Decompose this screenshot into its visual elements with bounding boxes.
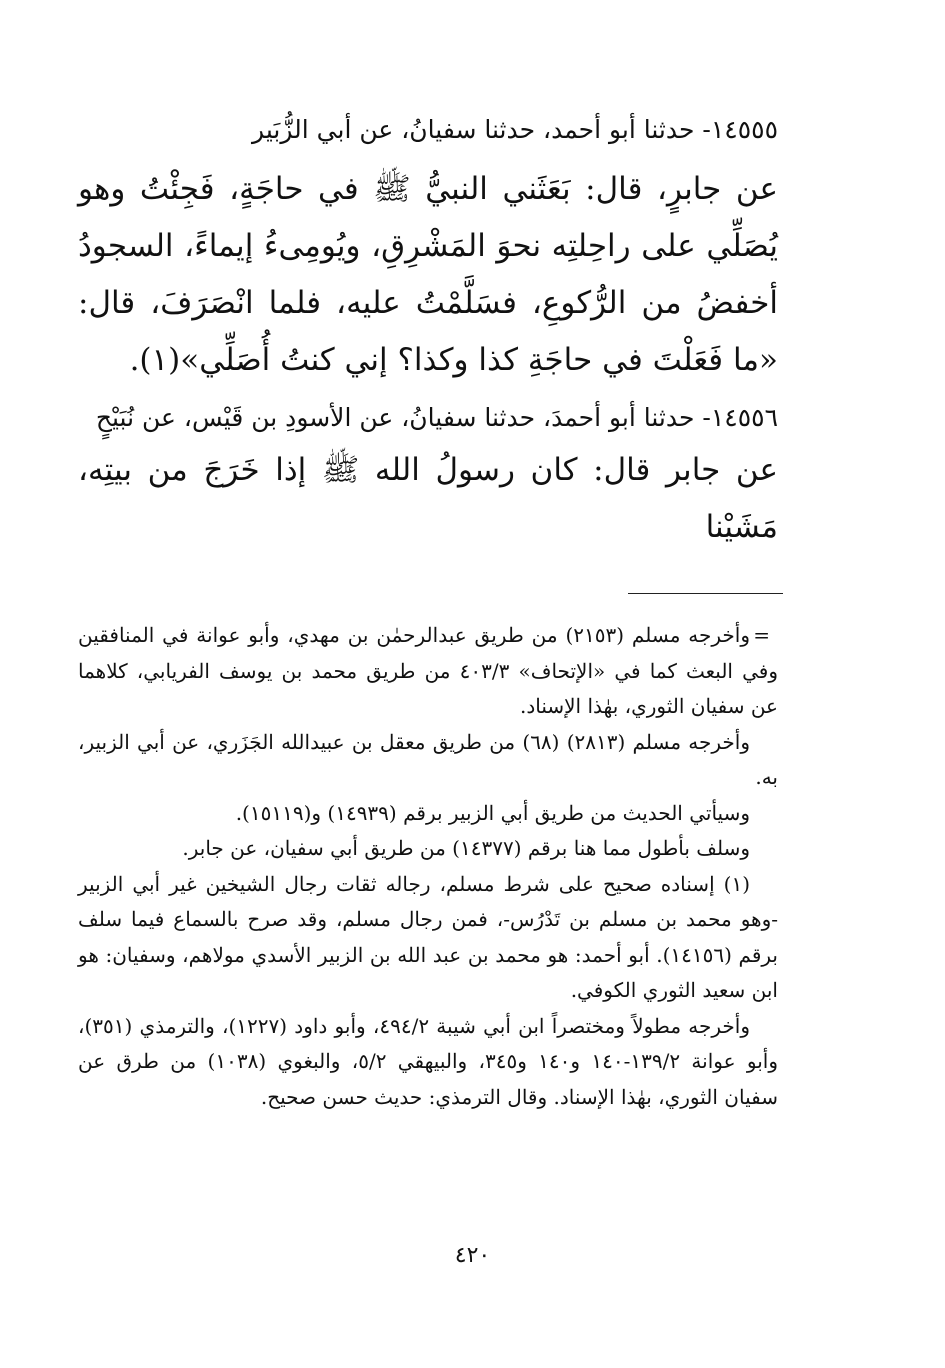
page-number: ٤٢٠ bbox=[454, 1243, 491, 1268]
continuation-mark: = bbox=[753, 623, 770, 647]
hadith-matn: عن جابرٍ، قال: بَعَثَني النبيُّ ﷺ في حاجَةٍ، فَجِئْتُ وهو يُصَلِّي على راحِلتِه نحوَ المَشْرِقِ، ويُومِىءُ إيماءً، السجودُ أخفضُ من الرُّكوعِ، فسَلَّمْتُ عليه، فلما انْصَرَفَ، قال: «ما فَعَلْتَ في حاجَةِ كذا وكذا؟ إني كنتُ أُصَلِّي»(١). bbox=[78, 171, 778, 378]
footnote-paragraph: وسلف بأطول مما هنا برقم (١٤٣٧٧) من طريق أبي سفيان، عن جابر. bbox=[182, 836, 750, 860]
hadith-14555 bbox=[78, 108, 778, 389]
footnote-separator bbox=[628, 593, 783, 594]
hadith-14556 bbox=[78, 396, 778, 556]
footnote-paragraph bbox=[78, 618, 778, 725]
hadith-isnad: ١٤٥٥٥- حدثنا أبو أحمد، حدثنا سفيانُ، عن أبي الزُّبَير bbox=[252, 115, 778, 144]
hadith-matn: عن جابر قال: كان رسولُ الله ﷺ إذا خَرَجَ من بيتِه، مَشَيْنا bbox=[78, 452, 778, 545]
footnotes bbox=[78, 618, 778, 1115]
footnote-paragraph: وأخرجه مطولاً ومختصراً ابن أبي شيبة ٤٩٤/٢، وأبو داود (١٢٢٧)، والترمذي (٣٥١)، وأبو عوانة ١٣٩/٢-١٤٠ و١٤٠ و٣٤٥، والبيهقي ٥/٢، والبغوي (١٠٣٨) من طرق عن سفيان الثوري، بهٰذا الإسناد. وقال الترمذي: حديث حسن صحيح. bbox=[78, 1013, 778, 1109]
footnote-text: وأخرجه مسلم (٢١٥٣) من طريق عبدالرحمٰن بن مهدي، وأبو عوانة في المنافقين وفي البعث كما في «الإتحاف» ٤٠٣/٣ من طريق محمد بن يوسف الفريابي، كلاهما عن سفيان الثوري، بهٰذا الإسناد. bbox=[78, 623, 778, 718]
footnote-paragraph: وسيأتي الحديث من طريق أبي الزبير برقم (١٤٩٣٩) و(١٥١١٩). bbox=[235, 800, 750, 825]
footnote-paragraph: وأخرجه مسلم (٢٨١٣) (٦٨) من طريق معقل بن عبيدالله الجَزَري، عن أبي الزبير، به. bbox=[78, 729, 778, 789]
hadith-isnad: ١٤٥٥٦- حدثنا أبو أحمدَ، حدثنا سفيانُ، عن الأسودِ بن قَيْس، عن نُبَيْحٍ bbox=[95, 403, 778, 432]
footnote-1: (١) إسناده صحيح على شرط مسلم، رجاله ثقات رجال الشيخين غير أبي الزبير -وهو محمد بن مسلم بن تَدْرُس-، فمن رجال مسلم، وقد صرح بالسماع فيما سلف برقم (١٤١٥٦). أبو أحمد: هو محمد بن عبد الله بن الزبير الأسدي مولاهم، وسفيان: هو ابن سعيد الثوري الكوفي. bbox=[78, 871, 778, 1002]
